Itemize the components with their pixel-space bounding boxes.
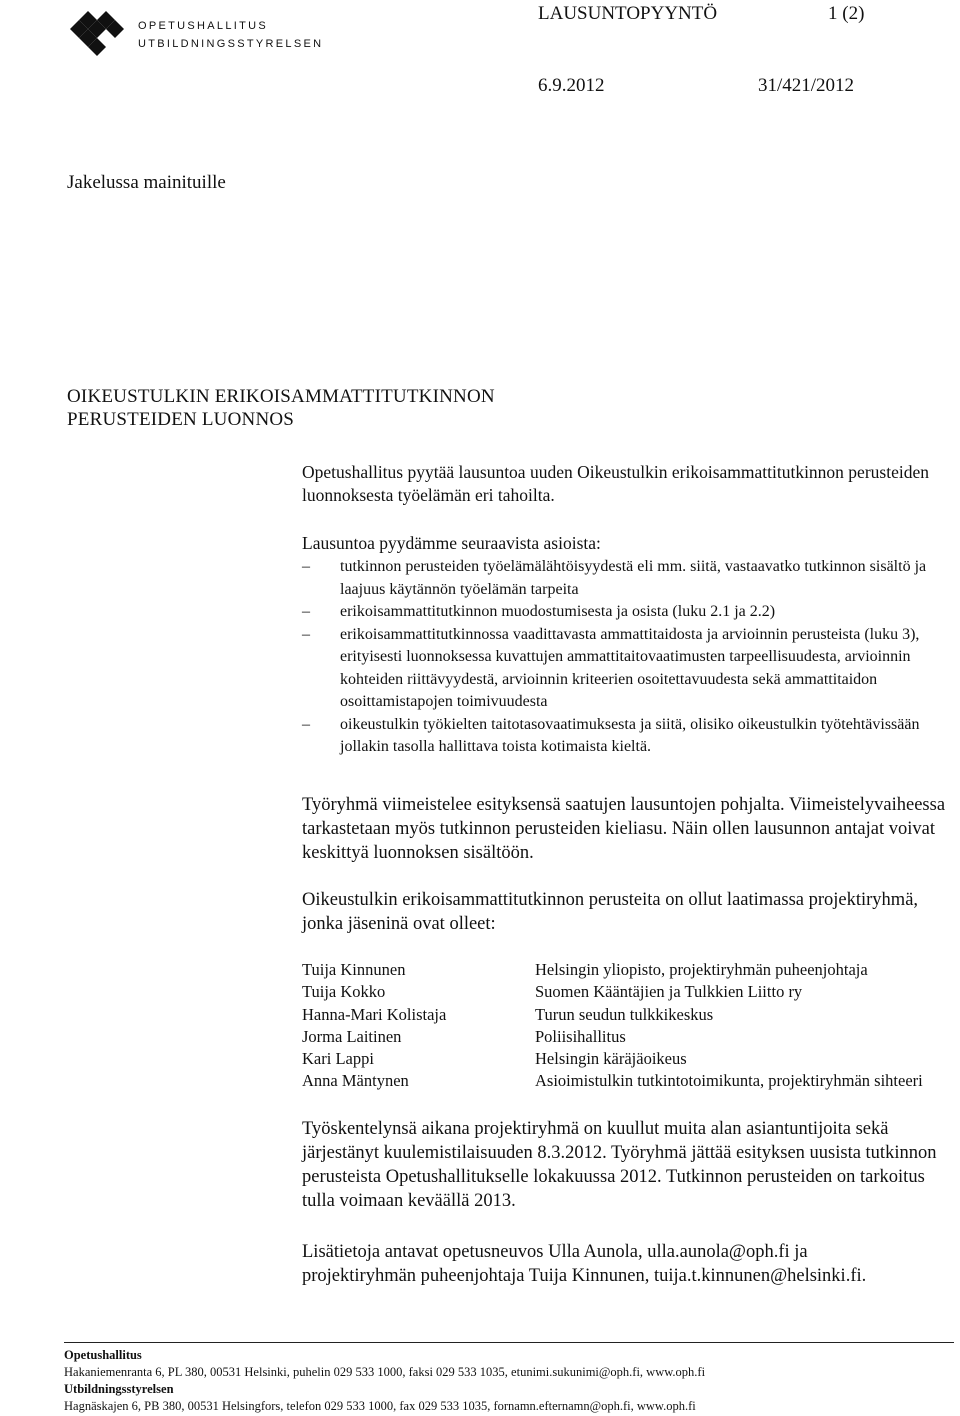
diary-number: 31/421/2012 (758, 75, 855, 96)
member-organization: Helsingin käräjäoikeus (535, 1049, 687, 1069)
member-organization: Poliisihallitus (535, 1026, 626, 1046)
member-name: Tuija Kinnunen (302, 960, 406, 979)
list-item-text: oikeustulkin työkielten taitotasovaatimuksesta ja siitä, olisiko oikeustulkin työtehtävissään jollakin tasolla hallittava toista kotimaista kieltä. (340, 715, 920, 755)
org-name-finnish: OPETUSHALLITUS (138, 20, 269, 32)
table-row (302, 1005, 923, 1027)
dash-bullet: – (302, 558, 310, 575)
list-item (302, 714, 958, 759)
document-title (67, 385, 495, 431)
workgroup-paragraph: Työryhmä viimeistelee esityksensä saatujen lausuntojen pohjalta. Viimeistelyvaiheessa tarkastetaan myös tutkinnon perusteiden kieliasu. Näin ollen lausunnon antajat voivat keskittyä luonnoksen sisältöön. (302, 795, 946, 863)
document-type: LAUSUNTOPYYNTÖ (538, 3, 718, 24)
member-name: Jorma Laitinen (302, 1026, 402, 1046)
schedule-paragraph: Työskentelynsä aikana projektiryhmä on kuullut muita alan asiantuntijoita sekä järjestänyt kuulemistilaisuuden 8.3.2012. Työryhmä jättää esityksen uusista tutkinnon perusteista Opetushallitukselle lokakuussa 2012. Tutkinnon perusteiden on tarkoitus tulla voimaan keväällä 2013. (302, 1119, 937, 1211)
contact-line-2: projektiryhmän puheenjohtaja Tuija Kinnunen, tuija.t.kinnunen@helsinki.fi. (302, 1266, 867, 1286)
list-item (302, 556, 958, 601)
footer-address-finnish: Hakaniemenranta 6, PL 380, 00531 Helsinki, puhelin 029 533 1000, faksi 029 533 1035, etunimi.sukunimi@oph.fi, www.oph.fi (64, 1365, 706, 1379)
table-row (302, 1071, 923, 1093)
member-name: Tuija Kokko (302, 982, 386, 1002)
table-row (302, 982, 923, 1004)
title-line-2: PERUSTEIDEN LUONNOS (67, 409, 295, 430)
request-list (302, 556, 958, 759)
table-row (302, 1027, 923, 1049)
list-item-text: erikoisammattitutkinnon muodostumisesta ja osista (luku 2.1 ja 2.2) (340, 603, 776, 620)
footer-org-swedish: Utbildningsstyrelsen (64, 1382, 174, 1396)
dash-bullet: – (302, 625, 310, 643)
contact-paragraph (302, 1240, 952, 1288)
member-name: Hanna-Mari Kolistaja (302, 1004, 447, 1024)
intro-paragraph: Opetushallitus pyytää lausuntoa uuden Oikeustulkin erikoisammattitutkinnon perusteiden luonnoksesta työelämän eri tahoilta. (302, 462, 929, 505)
member-organization: Turun seudun tulkkikeskus (535, 1004, 714, 1024)
footer-divider (64, 1342, 954, 1343)
member-name: Kari Lappi (302, 1049, 374, 1069)
oph-logo (64, 4, 134, 66)
contact-line-1: Lisätietoja antavat opetusneuvos Ulla Aunola, ulla.aunola@oph.fi ja (302, 1242, 808, 1262)
document-date: 6.9.2012 (538, 75, 605, 96)
member-name: Anna Mäntynen (302, 1071, 409, 1091)
table-row (302, 960, 923, 982)
page-number: 1 (2) (828, 3, 865, 24)
footer (64, 1347, 705, 1415)
dash-bullet: – (302, 715, 310, 733)
members-table (302, 960, 923, 1094)
member-organization: Suomen Kääntäjien ja Tulkkien Liitto ry (535, 982, 803, 1002)
org-name-swedish: UTBILDNINGSSTYRELSEN (138, 38, 324, 50)
dash-bullet: – (302, 603, 310, 620)
table-row (302, 1049, 923, 1071)
footer-org-finnish: Opetushallitus (64, 1348, 142, 1362)
list-item (302, 624, 958, 714)
member-organization: Helsingin yliopisto, projektiryhmän puheenjohtaja (535, 960, 868, 979)
recipient: Jakelussa mainituille (67, 172, 226, 193)
list-item (302, 601, 958, 624)
footer-address-swedish: Hagnäskajen 6, PB 380, 00531 Helsingfors, telefon 029 533 1000, fax 029 533 1035, fornamn.efternamn@oph.fi, www.oph.fi (64, 1399, 696, 1413)
project-group-paragraph: Oikeustulkin erikoisammattitutkinnon perusteita on ollut laatimassa projektiryhmä, jonka jäseninä ovat olleet: (302, 890, 919, 934)
request-heading: Lausuntoa pyydämme seuraavista asioista: (302, 533, 601, 553)
member-organization: Asioimistulkin tutkintotoimikunta, projektiryhmän sihteeri (535, 1071, 923, 1091)
list-item-text: erikoisammattitutkinnossa vaadittavasta ammattitaidosta ja arvioinnin perusteista (luku 3), erityisesti luonnoksessa kuvattujen ammattitaitovaatimusten tarpeellisuudesta, arvioinnin kohteiden riittävyydestä, arvioinnin kriteerien osoitettavuudesta sekä ammattitaidon osoittamistapojen toimivuudesta (340, 625, 920, 710)
list-item-text: tutkinnon perusteiden työelämälähtöisyydestä eli mm. siitä, vastaavatko tutkinnon sisältö ja laajuus käytännön työelämän tarpeita (340, 558, 927, 598)
title-line-1: OIKEUSTULKIN ERIKOISAMMATTITUTKINNON (67, 386, 495, 407)
